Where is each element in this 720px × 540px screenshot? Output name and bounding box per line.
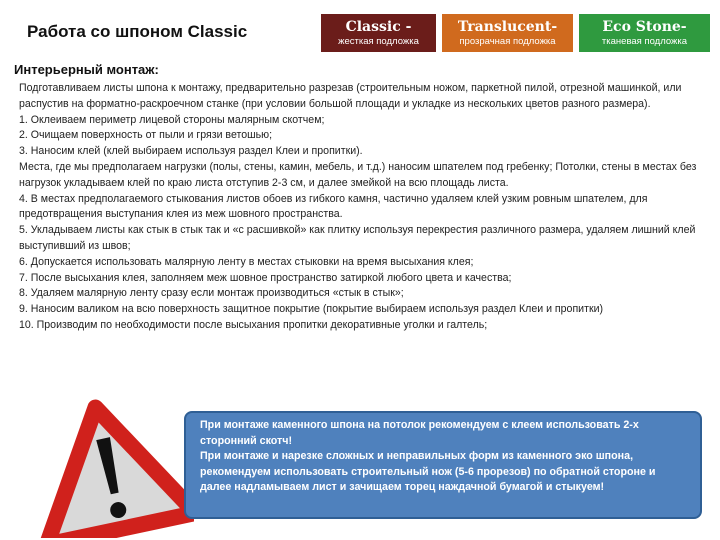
warning-note <box>184 411 702 519</box>
step-6: 6. Допускается использовать малярную ленту в местах стыковки на время высыхания клея; <box>19 255 474 268</box>
tab-classic[interactable] <box>321 14 436 52</box>
paragraph-glue-notes: Места, где мы предполагаем нагрузки (полы, стены, камин, мебель, и т.д.) наносим шпателем под гребенку; Потолки, стены в местах без нагрузок укладываем клей по краю листа отступив 2-3 см, и далее змейкой на всю площадь листа. <box>19 160 697 189</box>
step-4: 4. В местах предполагаемого стыкования листов обоев из гибкого камня, частично удаляем клей узким ровным шпателем, для предотвращения выступания клея из меж шовного пространства. <box>19 192 648 221</box>
tab-eco-stone-sub: тканевая подложка <box>601 35 688 47</box>
note-line-2: При монтаже и нарезке сложных и неправильных форм из каменного эко шпона, рекомендуем использовать строительный нож (5-6 прорезов) по обратной стороне и далее надламываем лист и зачищаем торец наждачной бумагой и стыкуем! <box>200 450 656 493</box>
tab-eco-stone-name: Eco Stone- <box>602 18 687 35</box>
tab-classic-name: Classic - <box>345 18 412 35</box>
section-heading: Интерьерный монтаж: <box>14 62 159 77</box>
step-2: 2. Очищаем поверхность от пыли и грязи ветошью; <box>19 129 273 142</box>
step-3: 3. Наносим клей (клей выбираем используя раздел Клеи и пропитки). <box>19 145 363 158</box>
tab-eco-stone[interactable] <box>579 14 710 52</box>
page-title: Работа со шпоном Classic <box>27 22 248 41</box>
step-9: 9. Наносим валиком на всю поверхность защитное покрытие (покрытие выбираем используя раздел Клеи и пропитки) <box>19 303 604 316</box>
note-line-1: При монтаже каменного шпона на потолок рекомендуем с клеем использовать 2-х сторонний скотч! <box>200 419 639 447</box>
tab-classic-sub: жесткая подложка <box>338 35 419 47</box>
instructions <box>19 81 709 334</box>
step-7: 7. После высыхания клея, заполняем меж шовное пространство затиркой любого цвета и качества; <box>19 271 512 284</box>
tab-translucent-sub: прозрачная подложка <box>459 35 556 47</box>
step-5: 5. Укладываем листы как стык в стык так и «с расшивкой» как плитку используя перекрестия различного размера, удаляем лишний клей выступивший из швов; <box>19 224 696 252</box>
step-10: 10. Производим по необходимости после высыхания пропитки декоративные уголки и галтель; <box>19 318 488 331</box>
tab-translucent-name: Translucent- <box>457 18 558 35</box>
tab-translucent[interactable] <box>442 14 573 52</box>
step-8: 8. Удаляем малярную ленту сразу если монтаж производиться «стык в стык»; <box>19 287 404 300</box>
product-tabs <box>321 14 710 52</box>
step-1: 1. Оклеиваем периметр лицевой стороны малярным скотчем; <box>19 113 325 126</box>
paragraph-intro: Подготавливаем листы шпона к монтажу, предварительно разрезав (строительным ножом, паркетной пилой, отрезной машинкой, или распустив на форматно-раскроечном станке (при условии большой площади и укладке из нескольких цветов разного размера). <box>19 82 682 110</box>
warning-triangle-icon <box>26 398 194 538</box>
